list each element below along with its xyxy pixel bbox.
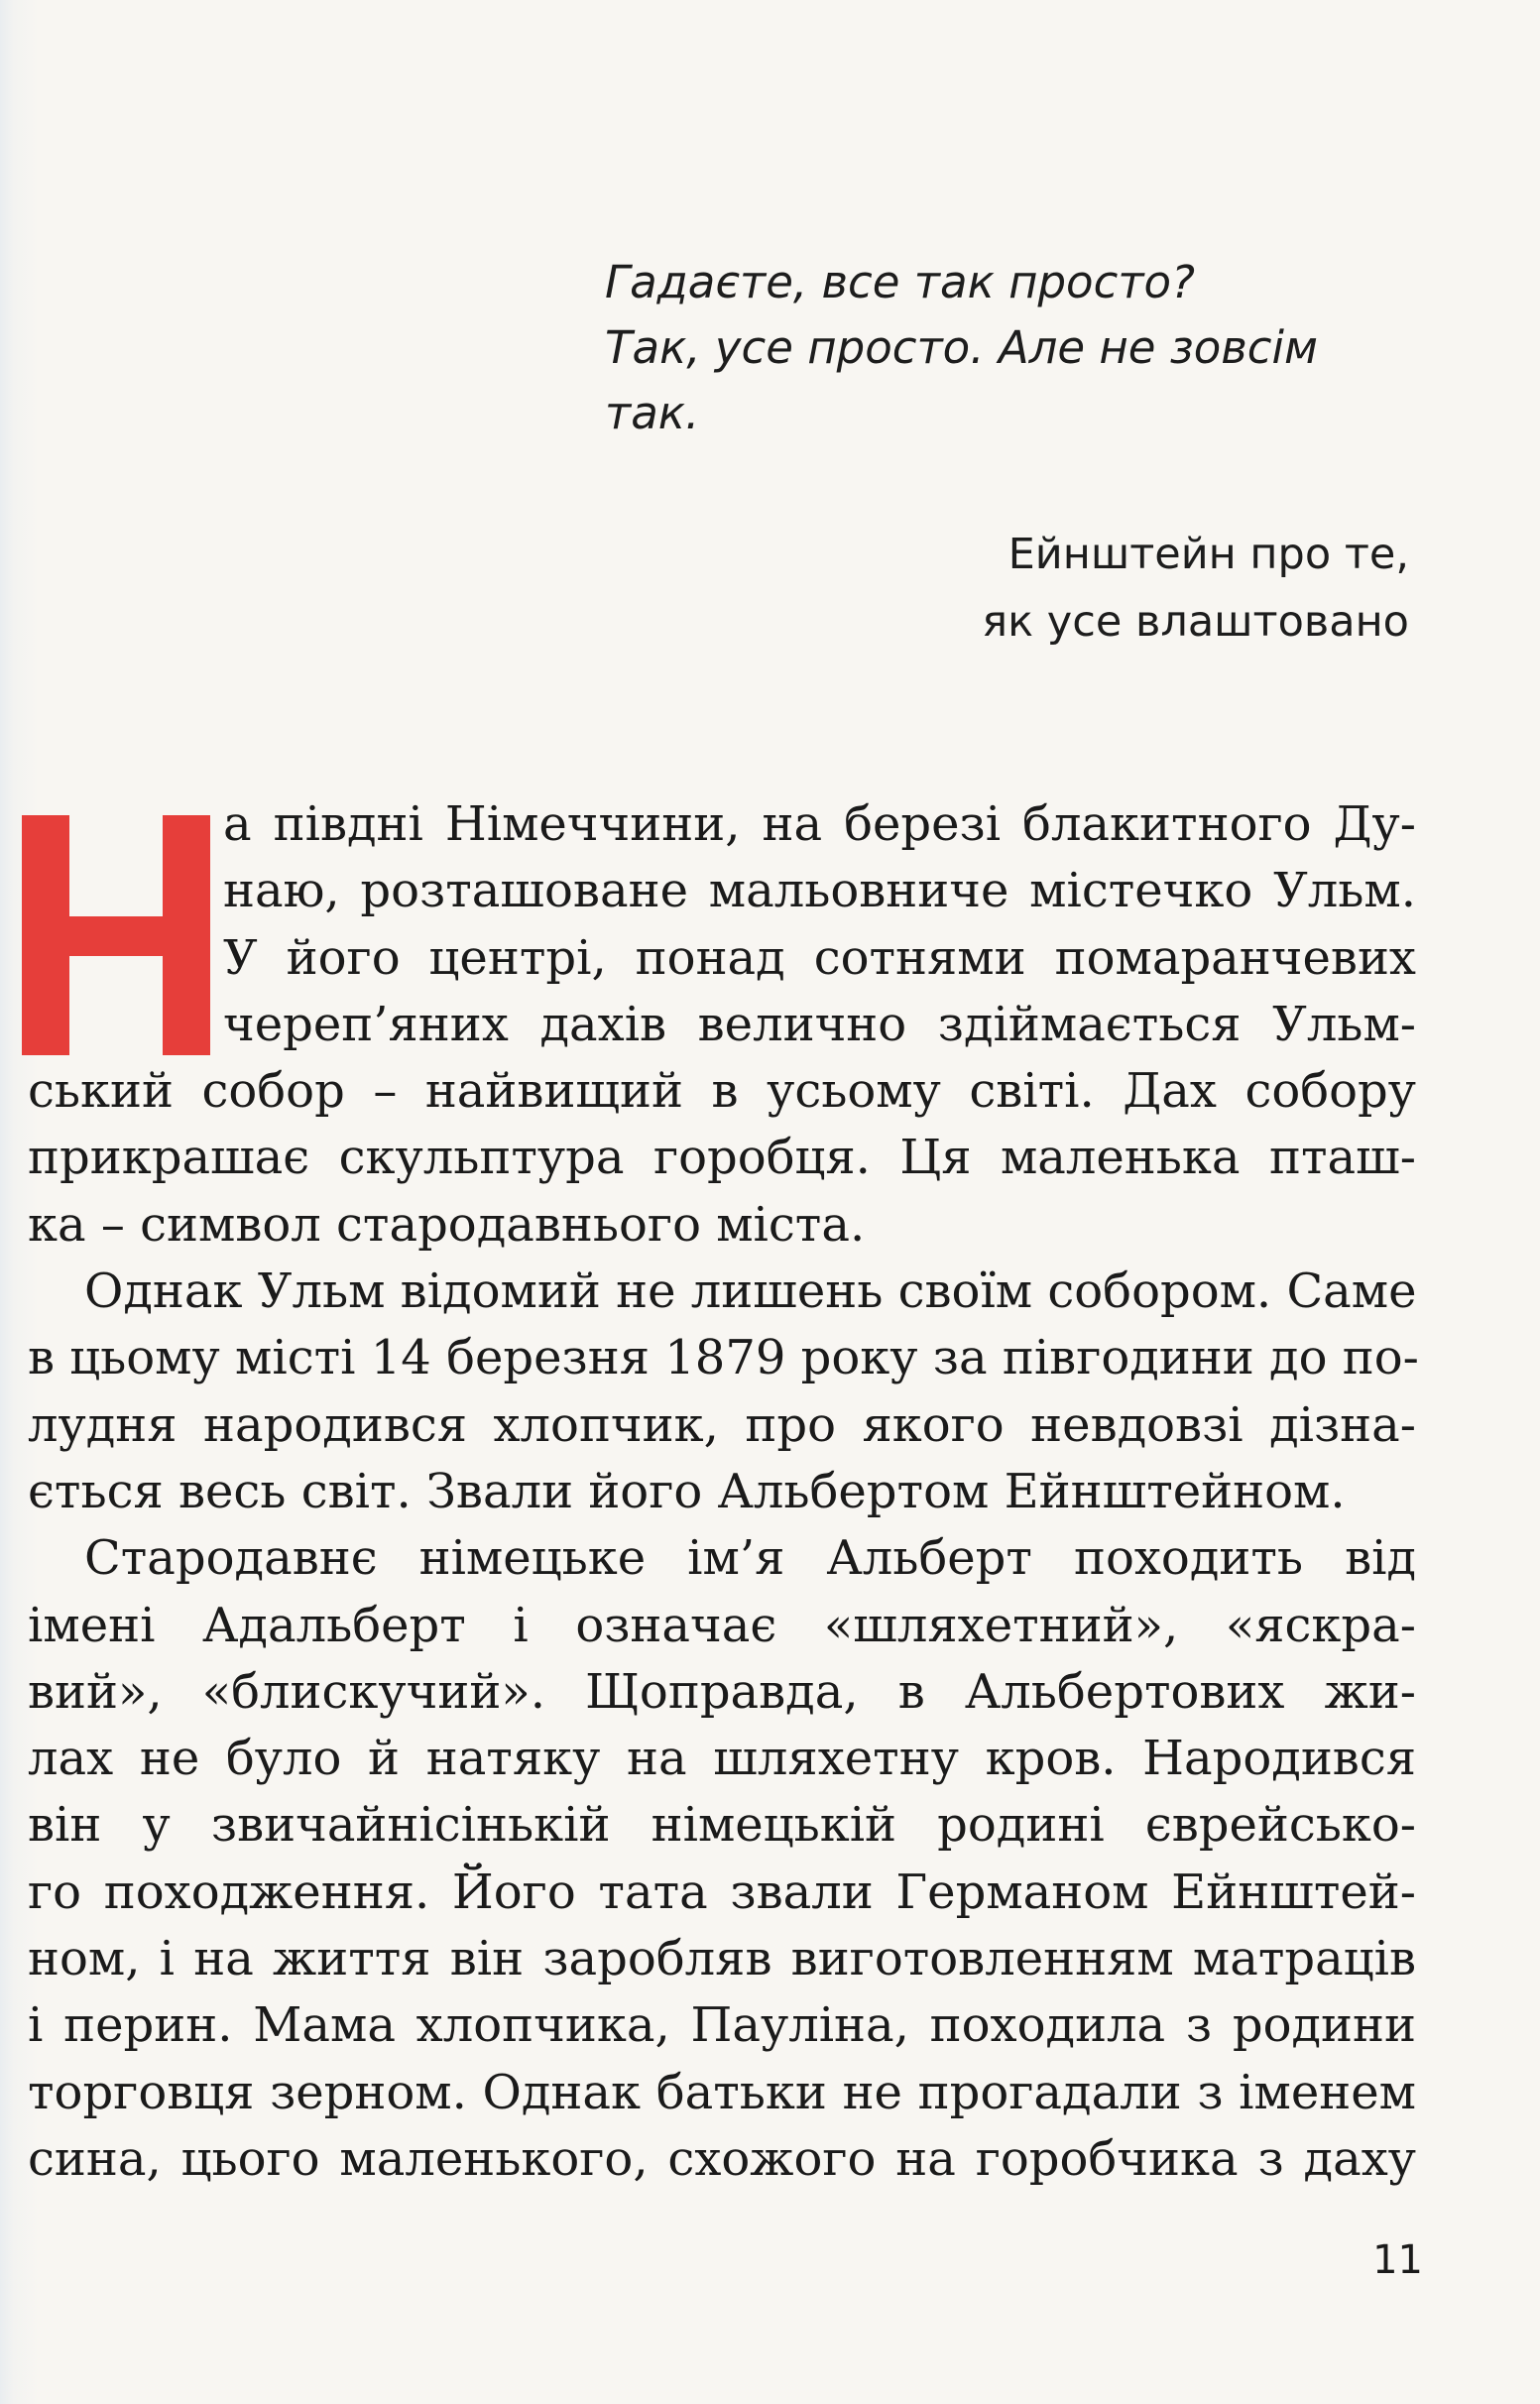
epigraph-line: так.: [605, 387, 700, 439]
attribution-line: Ейнштейн про те,: [1007, 530, 1409, 579]
body-line: а півдні Німеччини, на березі блакитного Ду-: [223, 796, 1416, 852]
page-number: 11: [1372, 2237, 1423, 2283]
body-line: Стародавнє німецьке ім’я Альберт походить від: [84, 1530, 1416, 1587]
body-line: го походження. Його тата звали Германом Ейнштей-: [28, 1863, 1416, 1920]
body-line: У його центрі, понад сотнями помаранчевих: [223, 929, 1416, 986]
body-line: і перин. Мама хлопчика, Пауліна, походила з родини: [28, 1997, 1416, 2054]
body-line: в цьому місті 14 березня 1879 року за півгодини до по-: [28, 1330, 1419, 1386]
epigraph-line: Так, усе просто. Але не зовсім: [605, 321, 1318, 374]
attribution-line: як усе влаштовано: [982, 597, 1409, 647]
body-line: сина, цього маленького, схожого на горобчика з даху: [28, 2130, 1416, 2187]
body-line: прикрашає скульптура горобця. Ця маленька пташ-: [28, 1130, 1416, 1186]
body-line: ном, і на життя він заробляв виготовленням матраців: [28, 1931, 1416, 1987]
body-line: лудня народився хлопчик, про якого невдовзі дізна-: [28, 1396, 1416, 1453]
body-line: наю, розташоване мальовниче містечко Ульм.: [223, 863, 1416, 919]
epigraph-attribution: [715, 521, 1409, 656]
body-line: ка – символ стародавнього міста.: [28, 1196, 866, 1253]
body-line: торговця зерном. Однак батьки не прогадали з іменем: [28, 2064, 1416, 2120]
body-line: Однак Ульм відомий не лишень своїм собором. Саме: [84, 1263, 1417, 1320]
body-text: [28, 791, 1419, 2193]
body-line: ський собор – найвищий в усьому світі. Дах собору: [28, 1063, 1416, 1120]
body-line: лах не було й натяку на шляхетну кров. Народився: [28, 1731, 1416, 1787]
epigraph-line: Гадаєте, все так просто?: [605, 256, 1195, 308]
body-line: імені Адальберт і означає «шляхетний», «яскра-: [28, 1597, 1416, 1653]
body-line: він у звичайнісінькій німецькій родині єврейсько-: [28, 1797, 1416, 1854]
epigraph-quote: [605, 250, 1448, 446]
body-line: ється весь світ. Звали його Альбертом Ейнштейном.: [28, 1463, 1346, 1519]
body-line: вий», «блискучий». Щоправда, в Альбертових жи-: [28, 1663, 1416, 1720]
body-line: череп’яних дахів велично здіймається Ульм-: [223, 996, 1416, 1052]
